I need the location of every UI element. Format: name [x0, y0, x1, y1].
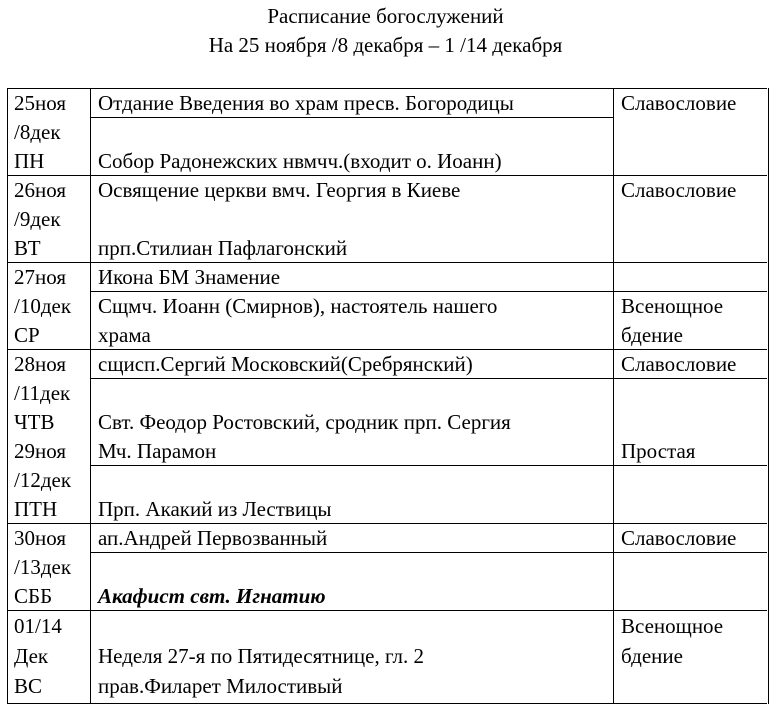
page-subtitle: На 25 ноября /8 декабря – 1 /14 декабря: [208, 33, 563, 57]
service-type: бдение: [621, 644, 683, 668]
day-weekday: СР: [14, 323, 40, 347]
entry-text: Мч. Парамон: [98, 439, 217, 463]
entry-text: прав.Филарет Милостивый: [98, 674, 343, 698]
entry-text: ап.Андрей Первозванный: [98, 526, 328, 550]
day-date: 29ноя: [14, 439, 66, 463]
day-weekday: ПН: [14, 149, 45, 173]
entry-text: прп.Стилиан Пафлагонский: [98, 236, 348, 260]
service-type: Славословие: [621, 526, 737, 550]
day-date: /10дек: [14, 294, 72, 318]
service-type: бдение: [621, 323, 683, 347]
column-divider-date: [90, 88, 91, 704]
service-type: Всенощное: [621, 614, 724, 638]
day-date: /12дек: [14, 468, 72, 492]
day-weekday: СББ: [14, 584, 53, 608]
day-date: 28ноя: [14, 352, 66, 376]
akathist-highlight: Акафист свт. Игнатию: [98, 584, 326, 608]
day-date: 27ноя: [14, 265, 66, 289]
entry-text: Сщмч. Иоанн (Смирнов), настоятель нашего: [98, 294, 498, 318]
service-type: Славословие: [621, 91, 737, 115]
entry-text: Неделя 27-я по Пятидесятнице, гл. 2: [98, 644, 424, 668]
entry-text: Собор Радонежских нвмчч.(входит о. Иоанн): [98, 149, 502, 173]
service-type: Славословие: [621, 352, 737, 376]
day-date: /11дек: [14, 381, 71, 405]
entry-text: храма: [98, 323, 151, 347]
day-date: 30ноя: [14, 526, 66, 550]
day-date: 25ноя: [14, 91, 66, 115]
entry-text: сщисп.Сергий Московский(Сребрянский): [98, 352, 473, 376]
entry-text: Икона БМ Знамение: [98, 265, 281, 289]
service-type: Всенощное: [621, 294, 724, 318]
day-weekday: ЧТВ: [14, 410, 55, 434]
service-type: Славословие: [621, 178, 737, 202]
day-date: 26ноя: [14, 178, 66, 202]
day-date: Дек: [14, 644, 49, 668]
entry-text: Свт. Феодор Ростовский, сродник прп. Сергия: [98, 410, 511, 434]
day-date: 01/14: [14, 614, 62, 638]
column-divider-service: [613, 88, 614, 704]
entry-text: Отдание Введения во храм пресв. Богородицы: [98, 91, 514, 115]
day-weekday: ВТ: [14, 236, 41, 260]
table-bottom-border: [7, 703, 767, 704]
service-type: Простая: [621, 439, 696, 463]
day-date: /8дек: [14, 120, 61, 144]
entry-text: Освящение церкви вмч. Георгия в Киеве: [98, 178, 461, 202]
day-date: /9дек: [14, 207, 61, 231]
day-weekday: ПТН: [14, 497, 58, 521]
page-title: Расписание богослужений: [267, 4, 504, 28]
day-date: /13дек: [14, 555, 72, 579]
day-weekday: ВС: [14, 674, 43, 698]
entry-text: Прп. Акакий из Лествицы: [98, 497, 332, 521]
